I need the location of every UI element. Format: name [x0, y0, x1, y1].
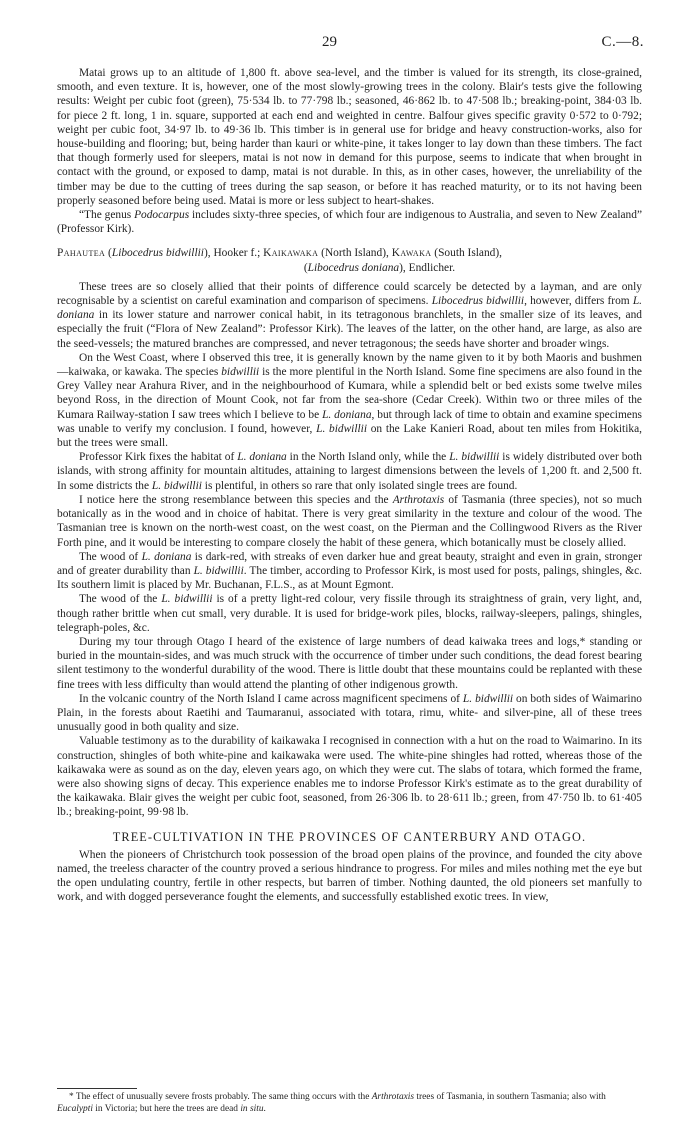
footnote — [57, 1082, 642, 1115]
body-text — [57, 66, 642, 905]
paragraph-habitat: Professor Kirk fixes the habitat of L. doniana in the North Island only, while the L. bidwillii is widely distributed over both islands, with strong affinity for mountain altitudes, attaining to largest dimensions between the levels of 1,200 ft. and 2,500 ft. In some districts the L. bidwillii is plentiful, in others so rare that only isolated single trees are found. — [57, 451, 642, 492]
species-heading-line2: (Libocedrus doniana), Endlicher. — [303, 261, 456, 274]
paragraph-arthrotaxis: I notice here the strong resemblance between this species and the Arthrotaxis of Tasmania (three species), not so much botanically as in the wood and in choice of habitat. There is very great similarity in the texture and colour of the wood. The Tasmanian tree is known on the north-west coast, on the west coast, on the Pierman and the Collingwood Rivers as the River Forth pine, and it would be interesting to compare closely the habit of these genera, which botanically must be closely allied. — [57, 493, 642, 549]
paragraph-allied-trees: These trees are so closely allied that their points of difference could scarcely be detected by a layman, and are only recognisable by a scientist on careful examination and comparison of specimens. Libocedrus bidwillii, however, differs from L. doniana in its lower stature and narrower conical habit, in its tetragonous branchlets, in the smaller size of its leaves, and especially the fruit (“Flora of New Zealand”: Professor Kirk). The leaves of the latter, on the other hand, are large, as also are the seed-vessels; the matured branches are compressed, and never tetragonous; the seeds have shorter and broader wings. — [57, 280, 642, 350]
paragraph-volcanic-country: In the volcanic country of the North Island I came across magnificent specimens of L. bidwillii on both sides of Waimarino Plain, in the forests about Raetihi and Taumaranui, associated with totara, rimu, white- and silver-pine, all of these trees unusually good in both quality and size. — [57, 692, 642, 734]
paragraph-doniana-wood: The wood of L. doniana is dark-red, with streaks of even darker hue and great beauty, straight and even in grain, stronger and of greater durability than L. bidwillii. The timber, according to Professor Kirk, is most used for posts, palings, shingles, &c. Its southern limit is placed by Mr. Buchanan, F.L.S., as at Mount Egmont. — [57, 550, 642, 592]
footnote-text: * The effect of unusually severe frosts probably. The same thing occurs with the Arthrotaxis trees of Tasmania, in southern Tasmania; also with Eucalypti in Victoria; but here the trees are dead in situ. — [57, 1092, 606, 1114]
paragraph-durability-testimony: Valuable testimony as to the durability of kaikawaka I recognised in connection with a hut on the road to Waimarino. In its construction, shingles of both white-pine and kaikawaka were used. The white-pine shingles had rotted, whereas those of the kaikawaka were as sound as on the day, eleven years ago, on which they were cut. The slabs of totara, which formed the frame, were also showing signs of decay. This experience enables me to indorse Professor Kirk's estimate as to the great durability of the kaikawaka. Blair gives the weight per cubic foot, seasoned, from 26·306 lb. to 28·611 lb.; green, from 47·750 lb. to 61·405 lb.; breaking-point, 99·98 lb. — [57, 735, 642, 819]
footnote-divider — [57, 1088, 137, 1089]
page-header — [0, 34, 700, 54]
section-heading: TREE-CULTIVATION IN THE PROVINCES OF CANTERBURY AND OTAGO. — [112, 829, 587, 844]
paragraph-bidwillii-wood: The wood of the L. bidwillii is of a pretty light-red colour, very fissile through its straightness of grain, very light, and, though rather brittle when cut small, very durable. It is used for bridge-work piles, blocks, railway-sleepers, palings, shingles, telegraph-poles, &c. — [57, 593, 642, 634]
paragraph-west-coast: On the West Coast, where I observed this tree, it is generally known by the name given to it by both Maoris and bushmen—kaiwaka, or kawaka. The species bidwillii is the more plentiful in the North Island. Some fine specimens are also found in the Grey Valley near Arahura River, and in the neighbourhood of Kumara, while a splendid belt or bed exists some twelve miles beyond Ross, in the direction of Mount Cook, not far from the sea-shore (Cedar Creek). Within two or three miles of the Kumara Railway-station I saw trees which I believe to be L. doniana, but through lack of time to obtain and examine specimens was unable to verify my conclusion. I found, however, L. bidwillii on the Lake Kanieri Road, about ten miles from Hokitika, but the trees were small. — [57, 351, 642, 450]
paragraph-matai: Matai grows up to an altitude of 1,800 ft. above sea-level, and the timber is valued for its strength, its close-grained, smooth, and even texture. It is, however, one of the most slowly-growing trees in the colony. Blair's tests give the following results: Weight per cubic foot (green), 75·534 lb. to 77·798 lb.; seasoned, 46·862 lb. to 47·508 lb.; breaking-point, 384·03 lb. for piece 2 ft. long, 1 in. square, supported at each end and weighted in centre. Balfour gives specific gravity 0·572 to 0·792; weight per cubic foot, 34·97 lb. to 49·36 lb. This timber is in general use for bridge and heavy construction-works, also for house-building and flooring; but, being harder than kauri or white-pine, it takes longer to lay down than these timbers. The fact that though formerly used for sleepers, matai is not now in demand for this purpose, seems to indicate that when brought in contact with the ground, or exposed to damp, matai is not durable. In this, as in other cases, however, the unreliability of the timber may be due to the cutting of trees during the sap season, or before it has reached maturity, or to its not having been properly seasoned before being used. Matai is more or less subject to heart-shakes. — [57, 67, 642, 207]
paragraph-podocarpus-quote: “The genus Podocarpus includes sixty-three species, of which four are indigenous to Australia, and seven to New Zealand” (Professor Kirk). — [57, 209, 642, 236]
page-number: 29 — [322, 34, 337, 50]
species-heading: Pahautea (Libocedrus bidwillii), Hooker f.; Kaikawaka (North Island), Kawaka (South Island), (Libocedrus doniana), Endlicher. — [57, 246, 642, 274]
paragraph-otago-tour: During my tour through Otago I heard of the existence of large numbers of dead kaiwaka trees and logs,* standing or buried in the mountain-sides, and was much struck with the occurrence of timber under such conditions, the dead forest bearing silent testimony to the wonderful durability of the wood. There is little doubt that these mountains could be replanted with these fine trees with less difficulty than would attend the planting of other indigenous growth. — [57, 635, 642, 691]
paragraph-christchurch-pioneers: When the pioneers of Christchurch took possession of the broad open plains of the province, and founded the city above named, the treeless character of the country proved a serious hindrance to progress. For miles and miles nothing met the eye but the open undulating country, fertile in other respects, but barren of timber. Nothing daunted, the old pioneers set manfully to work, and with dogged perseverance fought the elements, and successfully established exotic trees. In view, — [57, 848, 642, 904]
document-code: C.—8. — [601, 34, 644, 50]
